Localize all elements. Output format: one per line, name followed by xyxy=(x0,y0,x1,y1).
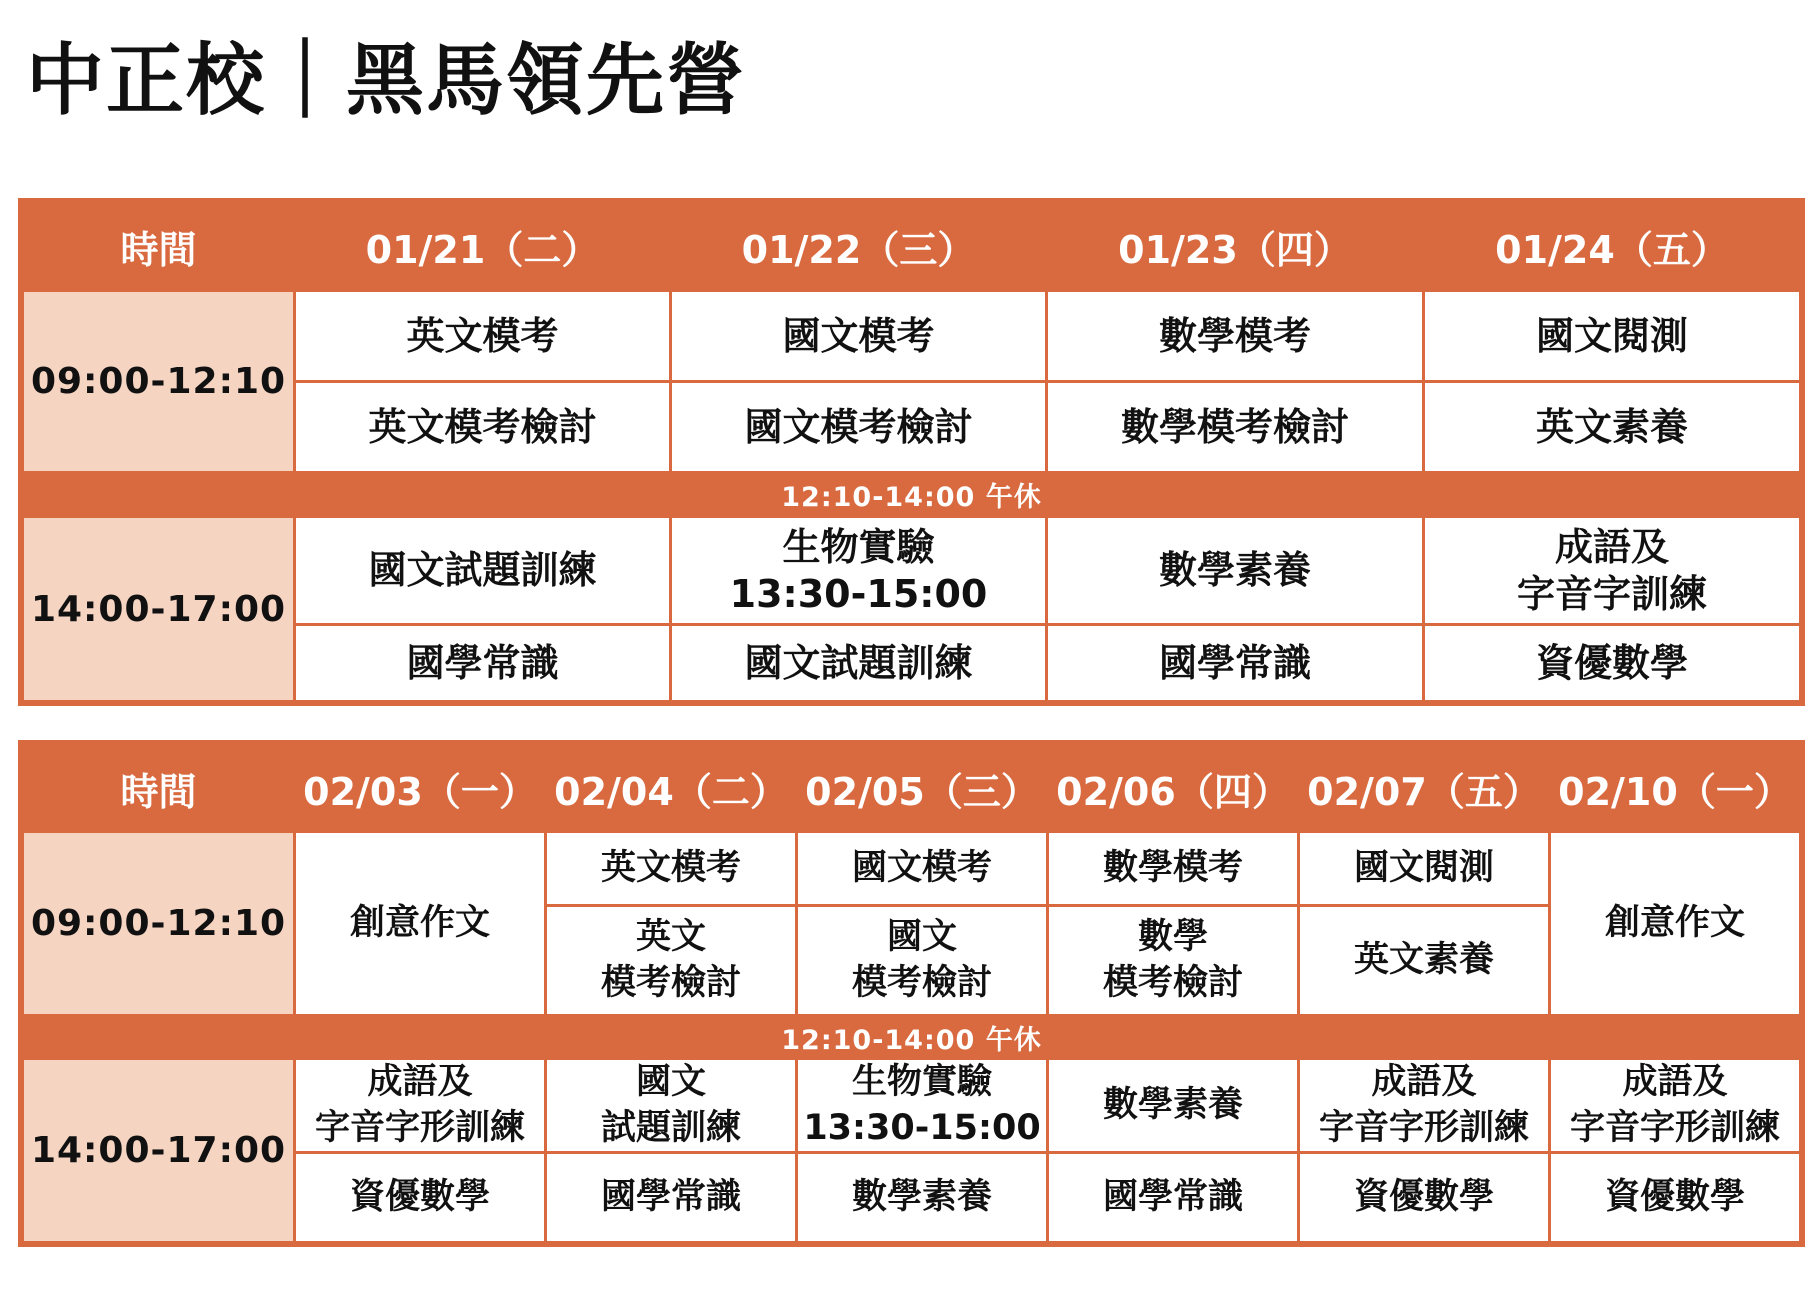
header-day: 01/23（四） xyxy=(1047,203,1424,291)
table-row xyxy=(23,832,1801,906)
course-line: 數學 xyxy=(1137,917,1208,957)
course-line: 國文 xyxy=(635,1062,706,1102)
course-cell xyxy=(295,1059,546,1153)
course-cell: 國學常識 xyxy=(546,1153,797,1243)
header-time: 時間 xyxy=(23,203,295,291)
lunch-break-label: 12:10-14:00 午休 xyxy=(23,473,1801,517)
time-slot-morning: 09:00-12:10 xyxy=(23,832,295,1016)
course-cell: 國學常識 xyxy=(1048,1153,1299,1243)
time-slot-afternoon: 14:00-17:00 xyxy=(23,1059,295,1243)
course-cell xyxy=(295,517,671,625)
course-cell: 創意作文 xyxy=(295,832,546,1016)
header-row xyxy=(23,745,1801,832)
table-row xyxy=(23,291,1801,382)
time-slot-morning: 09:00-12:10 xyxy=(23,291,295,473)
header-day: 02/10（一） xyxy=(1550,745,1801,832)
course-cell xyxy=(1047,517,1424,625)
course-cell: 國學常識 xyxy=(295,625,671,702)
course-cell: 創意作文 xyxy=(1550,832,1801,1016)
course-cell: 數學模考 xyxy=(1048,832,1299,906)
header-day: 01/22（三） xyxy=(671,203,1047,291)
course-cell: 國文閱測 xyxy=(1299,832,1550,906)
course-line: 字音字形訓練 xyxy=(1569,1107,1780,1148)
course-line: 模考檢討 xyxy=(1102,962,1243,1003)
table-row xyxy=(23,1059,1801,1153)
course-cell xyxy=(1048,906,1299,1016)
course-cell xyxy=(1550,1059,1801,1153)
course-cell: 國文模考檢討 xyxy=(671,382,1047,473)
course-line: 國文 xyxy=(886,917,957,957)
course-line: 字音字訓練 xyxy=(1516,571,1707,616)
course-line: 字音字形訓練 xyxy=(314,1107,525,1148)
course-cell: 資優數學 xyxy=(295,1153,546,1243)
course-line: 試題訓練 xyxy=(600,1107,741,1148)
course-line: 生物實驗 xyxy=(782,525,935,570)
course-time-line: 13:30-15:00 xyxy=(729,571,988,616)
header-day: 02/06（四） xyxy=(1048,745,1299,832)
course-line: 成語及 xyxy=(1622,1062,1728,1102)
table-row xyxy=(23,517,1801,625)
course-cell: 英文模考 xyxy=(295,291,671,382)
course-line: 字音字形訓練 xyxy=(1318,1107,1529,1148)
course-cell: 數學模考 xyxy=(1047,291,1424,382)
header-day: 02/03（一） xyxy=(295,745,546,832)
course-cell: 資優數學 xyxy=(1424,625,1801,702)
course-line: 模考檢討 xyxy=(851,962,992,1003)
course-cell: 英文素養 xyxy=(1424,382,1801,473)
course-cell: 英文模考檢討 xyxy=(295,382,671,473)
course-line: 英文素養 xyxy=(1353,939,1494,980)
header-day: 02/07（五） xyxy=(1299,745,1550,832)
course-line: 國文試題訓練 xyxy=(368,548,597,593)
course-line: 成語及 xyxy=(1371,1062,1477,1102)
course-cell xyxy=(797,906,1048,1016)
course-line: 數學素養 xyxy=(1158,548,1311,593)
course-cell: 國學常識 xyxy=(1047,625,1424,702)
header-day: 01/21（二） xyxy=(295,203,671,291)
course-cell: 資優數學 xyxy=(1550,1153,1801,1243)
course-cell: 國文模考 xyxy=(671,291,1047,382)
course-line: 英文 xyxy=(635,917,706,957)
course-cell: 國文模考 xyxy=(797,832,1048,906)
course-line: 模考檢討 xyxy=(600,962,741,1003)
course-cell xyxy=(1048,1059,1299,1153)
course-line: 成語及 xyxy=(1554,525,1669,570)
course-cell: 英文模考 xyxy=(546,832,797,906)
course-cell xyxy=(546,1059,797,1153)
schedule-table-week1 xyxy=(21,201,1802,703)
course-cell xyxy=(546,906,797,1016)
header-day: 02/05（三） xyxy=(797,745,1048,832)
course-cell: 數學模考檢討 xyxy=(1047,382,1424,473)
header-time: 時間 xyxy=(23,745,295,832)
course-cell xyxy=(1299,906,1550,1016)
time-slot-afternoon: 14:00-17:00 xyxy=(23,517,295,702)
course-line: 數學素養 xyxy=(1102,1084,1243,1125)
course-line: 生物實驗 xyxy=(851,1062,992,1102)
course-time-line: 13:30-15:00 xyxy=(803,1107,1041,1148)
course-cell: 國文閱測 xyxy=(1424,291,1801,382)
course-cell xyxy=(671,517,1047,625)
lunch-break-label: 12:10-14:00 午休 xyxy=(23,1016,1801,1059)
course-cell: 資優數學 xyxy=(1299,1153,1550,1243)
schedule-table-week2 xyxy=(21,743,1802,1244)
header-day: 01/24（五） xyxy=(1424,203,1801,291)
course-line: 成語及 xyxy=(367,1062,473,1102)
course-cell: 國文試題訓練 xyxy=(671,625,1047,702)
lunch-break-row xyxy=(23,1016,1801,1059)
header-row xyxy=(23,203,1801,291)
lunch-break-row xyxy=(23,473,1801,517)
header-day: 02/04（二） xyxy=(546,745,797,832)
course-cell xyxy=(797,1059,1048,1153)
course-cell xyxy=(1424,517,1801,625)
page-title: 中正校｜黑馬領先營 xyxy=(26,36,747,126)
course-cell xyxy=(1299,1059,1550,1153)
course-cell: 數學素養 xyxy=(797,1153,1048,1243)
